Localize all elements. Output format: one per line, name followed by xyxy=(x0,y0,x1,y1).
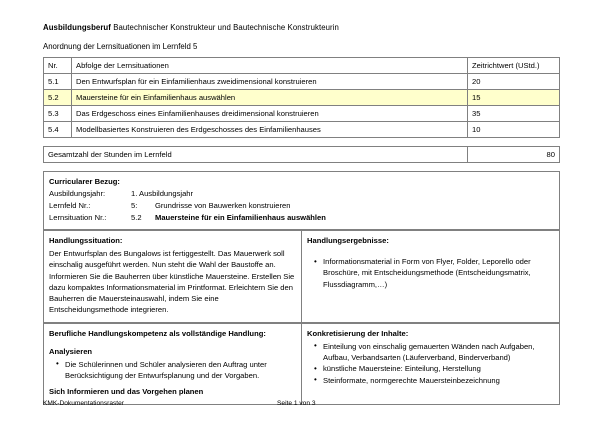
curricular-year-value: 1. Ausbildungsjahr xyxy=(131,189,194,198)
contents-list xyxy=(307,341,553,386)
table-row xyxy=(44,106,560,122)
competence-cell xyxy=(44,323,302,405)
curricular-lernsituation-value xyxy=(131,212,554,224)
situation-results-table xyxy=(43,230,560,323)
curricular-lernfeld-number: 5: xyxy=(131,201,138,210)
cell-nr: 5.2 xyxy=(44,90,72,106)
table-header-row xyxy=(44,58,560,74)
competence-contents-table xyxy=(43,323,560,406)
total-label: Gesamtzahl der Stunden im Lernfeld xyxy=(44,147,468,163)
curricular-lernfeld-value xyxy=(131,200,554,212)
learning-situations-table xyxy=(43,57,560,138)
curricular-lernsituation-label: Lernsituation Nr.: xyxy=(49,213,107,222)
curricular-lernfeld-label: Lernfeld Nr.: xyxy=(49,201,91,210)
curricular-lernsituation-text: Mauersteine für ein Einfamilienhaus auswählen xyxy=(155,213,326,222)
column-header-title: Abfolge der Lernsituationen xyxy=(72,58,468,74)
list-item: • künstliche Mauersteine: Einteilung, Herstellung xyxy=(323,363,553,374)
situation-title: Handlungssituation: xyxy=(49,236,123,245)
competence-contents-row xyxy=(44,323,560,405)
results-list xyxy=(307,256,553,290)
cell-title: Modellbasiertes Konstruieren des Erdgeschosses des Einfamilienhauses xyxy=(72,122,468,138)
competence-phase-2-title: Sich Informieren und das Vorgehen planen xyxy=(49,387,204,397)
cell-title: Mauersteine für ein Einfamilienhaus auswählen xyxy=(72,90,468,106)
profession-value: Bautechnischer Konstrukteur und Bautechnische Konstrukteurin xyxy=(113,23,339,32)
footer-left-text: KMK-Dokumentationsraster xyxy=(43,400,124,407)
situation-cell xyxy=(44,231,302,323)
table-row xyxy=(44,74,560,90)
competence-phase-1-list xyxy=(49,359,295,382)
situation-results-row xyxy=(44,231,560,323)
contents-title: Konkretisierung der Inhalte: xyxy=(307,328,409,338)
cell-title: Das Erdgeschoss eines Einfamilienhauses dreidimensional konstruieren xyxy=(72,106,468,122)
profession-label: Ausbildungsberuf xyxy=(43,23,111,32)
document-subtitle: Anordnung der Lernsituationen im Lernfeld 5 xyxy=(43,42,198,51)
cell-nr: 5.4 xyxy=(44,122,72,138)
cell-nr: 5.3 xyxy=(44,106,72,122)
curricular-lernfeld-text: Grundrisse von Bauwerken konstruieren xyxy=(155,201,291,210)
list-item: • Informationsmaterial in Form von Flyer, Folder, Leporello oder Broschüre, mit Entscheidungsmethode (Entscheidungsmatrix, Flussdiagramm,…) xyxy=(323,256,553,290)
cell-time: 20 xyxy=(468,74,560,90)
total-hours-table xyxy=(43,146,560,163)
situation-paragraph-1: Der Entwurfsplan des Bungalows ist fertiggestellt. Das Mauerwerk soll einschalig ausgeführt werden. Nun steht die Wahl der Baustoffe an. xyxy=(49,249,285,270)
list-item: • Einteilung von einschalig gemauerten Wänden nach Aufgaben, Aufbau, Verbandsarten (Läuferverband, Binderverband) xyxy=(323,341,553,364)
curricular-lernfeld-row xyxy=(49,200,554,212)
cell-time: 35 xyxy=(468,106,560,122)
curricular-year-label: Ausbildungsjahr: xyxy=(49,189,106,198)
total-row xyxy=(44,147,560,163)
competence-phase-1-title: Analysieren xyxy=(49,346,93,356)
cell-nr: 5.1 xyxy=(44,74,72,90)
list-item: • Die Schülerinnen und Schüler analysieren den Auftrag unter Berücksichtigung der Entwurfsplanung und der Vorgaben. xyxy=(65,359,295,382)
curricular-cell xyxy=(44,172,560,230)
total-value: 80 xyxy=(468,147,560,163)
spacer xyxy=(307,248,553,253)
curricular-reference-table xyxy=(43,171,560,230)
cell-time: 15 xyxy=(468,90,560,106)
document-title xyxy=(43,22,560,34)
results-title: Handlungsergebnisse: xyxy=(307,236,389,245)
competence-title: Berufliche Handlungskompetenz als vollständige Handlung: xyxy=(49,328,266,338)
curricular-title: Curricularer Bezug: xyxy=(49,177,120,186)
table-row-highlighted xyxy=(44,90,560,106)
curricular-lernsituation-row xyxy=(49,212,554,224)
column-header-time: Zeitrichtwert (UStd.) xyxy=(468,58,560,74)
spacer xyxy=(43,138,560,146)
footer-page-number: Seite 1 von 3 xyxy=(277,400,316,407)
contents-cell xyxy=(302,323,560,405)
curricular-lernsituation-number: 5.2 xyxy=(131,213,142,222)
list-item: • Steinformate, normgerechte Mauersteinbezeichnung xyxy=(323,375,553,386)
situation-paragraph-2: Informieren Sie die Bauherren über künstliche Mauersteine. Erstellen Sie dazu kompaktes Informationsmaterial im Printformat. Erleichtern Sie den Bauherren die Mauersteinauswahl, indem Sie eine Entscheidungsmethode integrieren. xyxy=(49,271,295,315)
column-header-nr: Nr. xyxy=(44,58,72,74)
cell-time: 10 xyxy=(468,122,560,138)
curricular-year-row xyxy=(49,188,554,200)
results-cell xyxy=(302,231,560,323)
table-row xyxy=(44,122,560,138)
cell-title: Den Entwurfsplan für ein Einfamilienhaus zweidimensional konstruieren xyxy=(72,74,468,90)
curricular-row xyxy=(44,172,560,230)
spacer xyxy=(43,163,560,171)
